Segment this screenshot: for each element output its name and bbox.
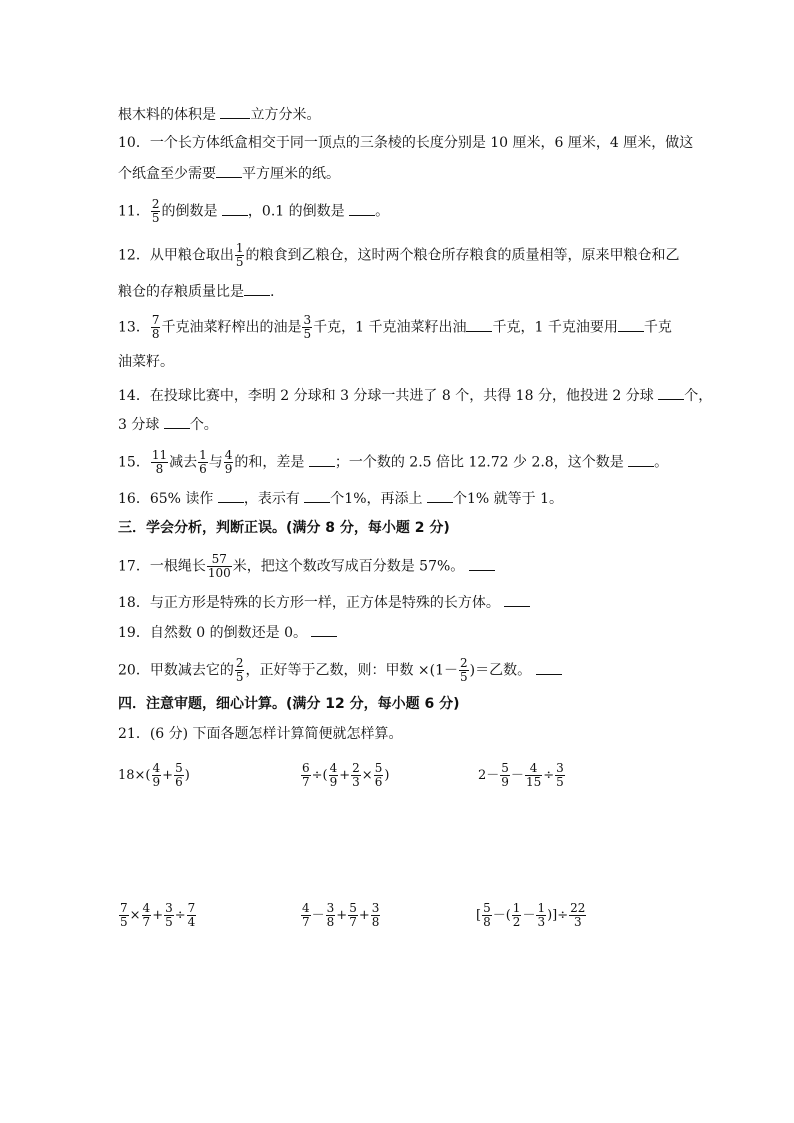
fraction: $\frac{5}{9}$ bbox=[501, 761, 509, 789]
question-20: 20．甲数减去它的 $\frac{2}{5}$ ，正好等于乙数，则：甲数 ×(1－ $\frac{2}{5}$ )＝乙数。 bbox=[118, 657, 562, 684]
fraction: $\frac{4}{15}$ bbox=[525, 761, 542, 789]
answer-blank[interactable] bbox=[309, 452, 335, 467]
answer-blank[interactable] bbox=[220, 104, 250, 119]
fraction: $\frac{3}{5}$ bbox=[556, 761, 564, 789]
fraction: $\frac{7}{8}$ bbox=[151, 313, 160, 341]
question-10-line1: 10．一个长方体纸盒相交于同一顶点的三条棱的长度分别是 10 厘米，6 厘米，4 厘米，做这 bbox=[118, 135, 694, 151]
expression-4: $\frac{7}{5}$ × $\frac{4}{7}$ + $\frac{3}{5}$ ÷ $\frac{7}{4}$ bbox=[120, 901, 196, 929]
answer-blank[interactable] bbox=[164, 414, 190, 429]
answer-blank[interactable] bbox=[222, 201, 248, 216]
section-4-heading: 四．注意审题，细心计算。(满分 12 分，每小题 6 分) bbox=[118, 696, 460, 712]
fraction: $\frac{2}{3}$ bbox=[352, 761, 360, 789]
answer-blank[interactable] bbox=[218, 488, 244, 503]
answer-blank[interactable] bbox=[504, 592, 530, 607]
fraction: $\frac{6}{7}$ bbox=[302, 761, 310, 789]
fraction: $\frac{1}{5}$ bbox=[235, 241, 244, 269]
question-19: 19．自然数 0 的倒数还是 0。 bbox=[118, 622, 337, 643]
fraction: $\frac{7}{4}$ bbox=[187, 901, 196, 929]
question-14-line2: 3 分球 个。 bbox=[118, 414, 218, 435]
fraction: $\frac{4}{9}$ bbox=[329, 761, 338, 789]
fraction: $\frac{1}{2}$ bbox=[512, 901, 521, 929]
expression-5: $\frac{4}{7}$ － $\frac{3}{8}$ + $\frac{5}{7}$ + $\frac{3}{8}$ bbox=[302, 901, 380, 929]
question-10-line2: 个纸盒至少需要 平方厘米的纸。 bbox=[118, 163, 340, 184]
question-11: 11． $\frac{2}{5}$ 的倒数是 ，0.1 的倒数是 。 bbox=[118, 197, 390, 225]
answer-blank[interactable] bbox=[244, 281, 270, 296]
answer-blank[interactable] bbox=[466, 317, 492, 332]
fraction: $\frac{5}{6}$ bbox=[175, 761, 183, 789]
fraction: $\frac{3}{5}$ bbox=[303, 313, 312, 341]
answer-blank[interactable] bbox=[216, 163, 242, 178]
answer-blank[interactable] bbox=[427, 488, 453, 503]
fraction: $\frac{3}{8}$ bbox=[371, 901, 380, 929]
fraction: $\frac{1}{3}$ bbox=[537, 901, 546, 929]
answer-blank[interactable] bbox=[628, 452, 654, 467]
fraction: $\frac{4}{7}$ bbox=[142, 901, 151, 929]
fraction: $\frac{1}{6}$ bbox=[199, 448, 207, 476]
question-12-line2: 粮仓的存粮质量比是 . bbox=[118, 281, 274, 302]
question-15: 15． $\frac{11}{8}$ 减去 $\frac{1}{6}$ 与 $\frac{4}{9}$ 的和，差是 ；一个数的 2.5 倍比 12.72 少 2.8，这个数是 。 bbox=[118, 448, 669, 476]
section-3-heading: 三．学会分析，判断正误。(满分 8 分，每小题 2 分) bbox=[118, 520, 450, 536]
question-12-line1: 12．从甲粮仓取出 $\frac{1}{5}$ 的粮食到乙粮仓，这时两个粮仓所存粮食的质量相等，原来甲粮仓和乙 bbox=[118, 241, 680, 269]
fraction: $\frac{5}{8}$ bbox=[483, 901, 491, 929]
expression-6: [ $\frac{5}{8}$ －( $\frac{1}{2}$ － $\frac{1}{3}$ )]÷ $\frac{22}{3}$ bbox=[476, 901, 586, 929]
fraction: $\frac{2}{5}$ bbox=[151, 197, 160, 225]
answer-blank[interactable] bbox=[658, 385, 684, 400]
answer-blank[interactable] bbox=[311, 622, 337, 637]
question-9-tail: 根木料的体积是 立方分米。 bbox=[118, 104, 320, 125]
question-13-line1: 13． $\frac{7}{8}$ 千克油菜籽榨出的油是 $\frac{3}{5}$ 千克，1 千克油菜籽出油 千克，1 千克油要用 千克 bbox=[118, 313, 672, 341]
answer-blank[interactable] bbox=[618, 317, 644, 332]
question-21: 21．(6 分) 下面各题怎样计算简便就怎样算。 bbox=[118, 726, 403, 742]
question-16: 16．65% 读作 ，表示有 个1%，再添上 个1% 就等于 1。 bbox=[118, 488, 563, 509]
fraction: $\frac{7}{5}$ bbox=[120, 901, 128, 929]
question-13-line2: 油菜籽。 bbox=[118, 354, 174, 370]
fraction: $\frac{5}{7}$ bbox=[349, 901, 357, 929]
answer-blank[interactable] bbox=[304, 488, 330, 503]
question-17: 17．一根绳长 $\frac{57}{100}$ 米，把这个数改写成百分数是 57%。 bbox=[118, 553, 495, 580]
fraction: $\frac{3}{8}$ bbox=[326, 901, 335, 929]
fraction: $\frac{4}{9}$ bbox=[224, 448, 233, 476]
expression-1: 18×( $\frac{4}{9}$ + $\frac{5}{6}$ ) bbox=[118, 761, 190, 789]
fraction: $\frac{5}{6}$ bbox=[374, 761, 383, 789]
fraction: $\frac{2}{5}$ bbox=[460, 656, 468, 684]
fraction: $\frac{57}{100}$ bbox=[207, 552, 231, 580]
expression-2: $\frac{6}{7}$ ÷( $\frac{4}{9}$ + $\frac{2}{3}$ × $\frac{5}{6}$ ) bbox=[302, 761, 390, 789]
fraction: $\frac{4}{9}$ bbox=[152, 761, 161, 789]
question-14-line1: 14．在投球比赛中，李明 2 分球和 3 分球一共进了 8 个，共得 18 分，他投进 2 分球 个， bbox=[118, 385, 712, 406]
fraction: $\frac{3}{5}$ bbox=[165, 901, 173, 929]
answer-blank[interactable] bbox=[469, 556, 495, 571]
expression-3: 2－ $\frac{5}{9}$ － $\frac{4}{15}$ ÷ $\frac{3}{5}$ bbox=[478, 761, 564, 789]
fraction: $\frac{4}{7}$ bbox=[302, 901, 310, 929]
answer-blank[interactable] bbox=[536, 660, 562, 675]
answer-blank[interactable] bbox=[349, 201, 375, 216]
question-18: 18．与正方形是特殊的长方形一样，正方体是特殊的长方体。 bbox=[118, 592, 530, 613]
fraction: $\frac{2}{5}$ bbox=[235, 656, 244, 684]
fraction: $\frac{22}{3}$ bbox=[570, 901, 586, 929]
fraction: $\frac{11}{8}$ bbox=[151, 448, 168, 476]
